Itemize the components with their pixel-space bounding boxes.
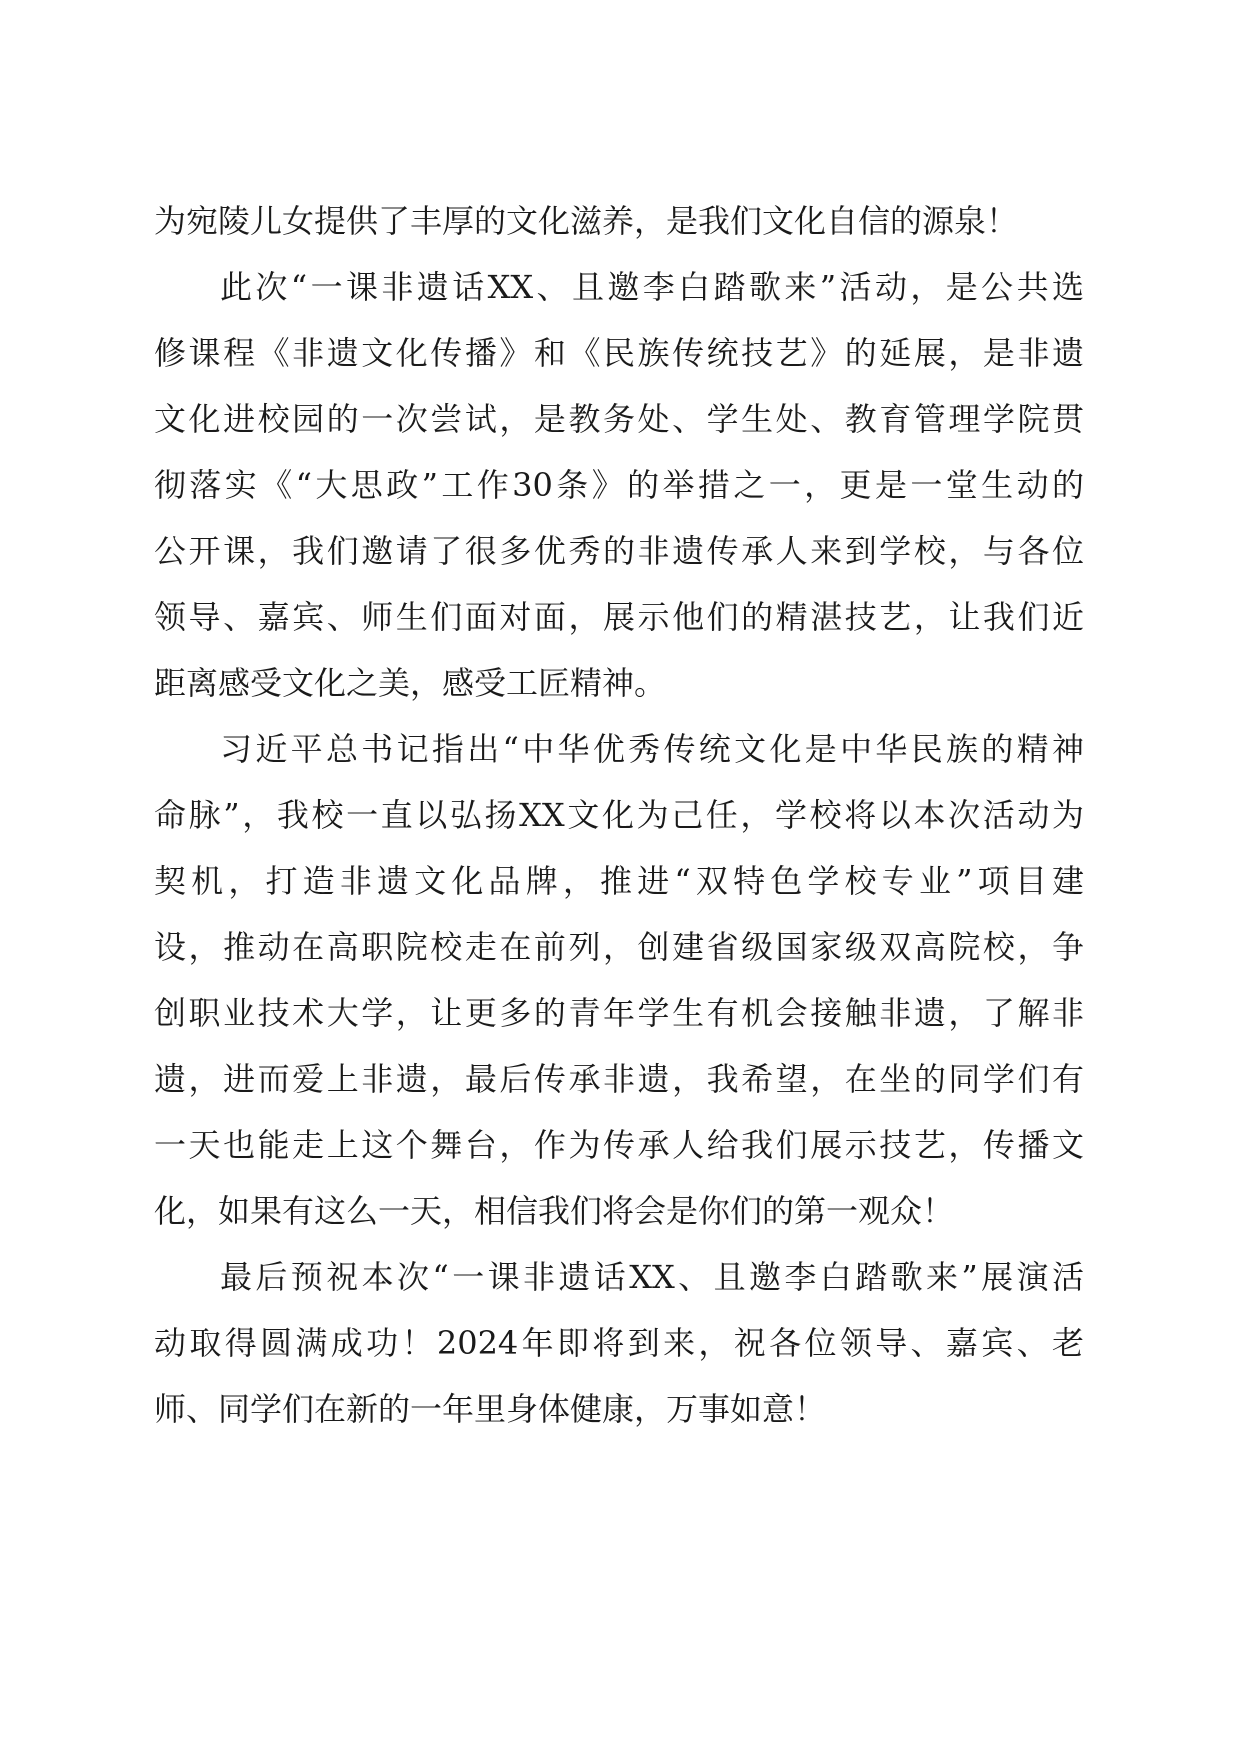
- text-line: 彻落实《“大思政”工作30条》的举措之一，更是一堂生动的: [154, 466, 1084, 504]
- text-line: 公开课，我们邀请了很多优秀的非遗传承人来到学校，与各位: [154, 532, 1084, 570]
- text-line: 最后预祝本次“一课非遗话XX、且邀李白踏歌来”展演活: [220, 1258, 1084, 1296]
- text-line: 此次“一课非遗话XX、且邀李白踏歌来”活动，是公共选: [220, 268, 1084, 306]
- text-line: 一天也能走上这个舞台，作为传承人给我们展示技艺，传播文: [154, 1126, 1084, 1164]
- text-line: 习近平总书记指出“中华优秀传统文化是中华民族的精神: [220, 730, 1084, 768]
- text-line: 设，推动在高职院校走在前列，创建省级国家级双高院校，争: [154, 928, 1084, 966]
- text-line: 领导、嘉宾、师生们面对面，展示他们的精湛技艺，让我们近: [154, 598, 1084, 636]
- text-line: 距离感受文化之美，感受工匠精神。: [154, 664, 667, 702]
- text-line: 契机，打造非遗文化品牌，推进“双特色学校专业”项目建: [154, 862, 1084, 900]
- text-line: 命脉”，我校一直以弘扬XX文化为己任，学校将以本次活动为: [154, 796, 1084, 834]
- text-line: 动取得圆满成功！2024年即将到来，祝各位领导、嘉宾、老: [154, 1324, 1084, 1362]
- text-line: 文化进校园的一次尝试，是教务处、学生处、教育管理学院贯: [154, 400, 1084, 438]
- document-body: [154, 188, 1084, 1442]
- text-line: 遗，进而爱上非遗，最后传承非遗，我希望，在坐的同学们有: [154, 1060, 1084, 1098]
- text-line: 师、同学们在新的一年里身体健康，万事如意！: [154, 1390, 827, 1428]
- text-line: 化，如果有这么一天，相信我们将会是你们的第一观众！: [154, 1192, 955, 1230]
- text-line: 修课程《非遗文化传播》和《民族传统技艺》的延展，是非遗: [154, 334, 1084, 372]
- text-line: 创职业技术大学，让更多的青年学生有机会接触非遗，了解非: [154, 994, 1084, 1032]
- text-line: 为宛陵儿女提供了丰厚的文化滋养，是我们文化自信的源泉！: [154, 202, 1019, 240]
